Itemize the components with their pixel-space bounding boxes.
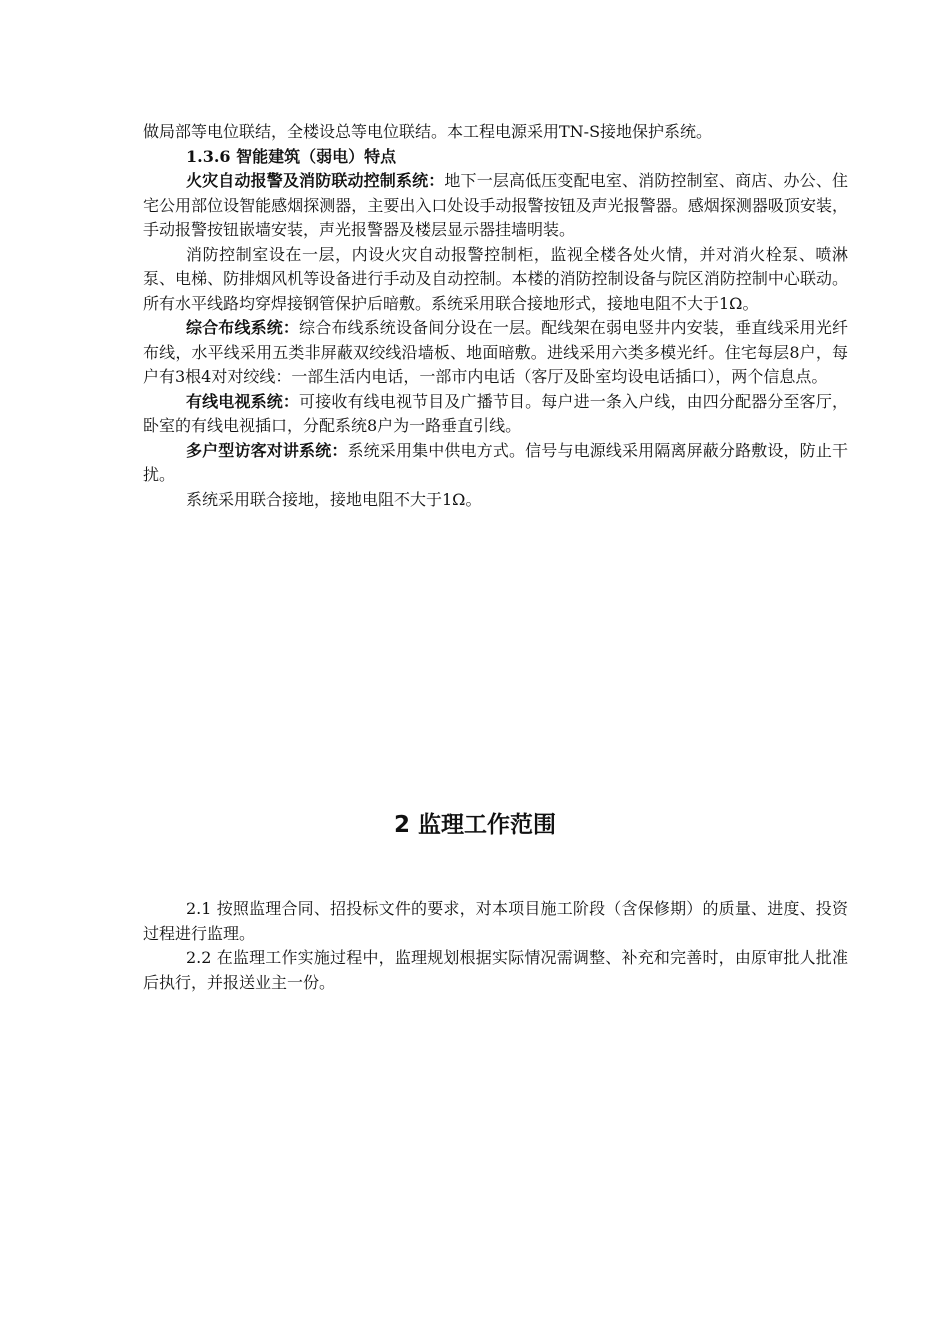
intercom-text: 系统采用集中供电方式。信号与电源线采用隔离屏蔽分路敷设，防止干扰。 — [143, 440, 848, 484]
catv-label: 有线电视系统： — [186, 391, 300, 411]
paragraph-control-room: 消防控制室设在一层，内设火灾自动报警控制柜，监视全楼各处火情，并对消火栓泵、喷淋泵、电梯、防排烟风机等设备进行手动及自动控制。本楼的消防控制设备与院区消防控制中心联动。所有水平线路均穿焊接钢管保护后暗敷。系统采用联合接地形式，接地电阻不大于1Ω。 — [143, 244, 848, 313]
paragraph-catv — [143, 390, 848, 439]
fire-alarm-label: 火灾自动报警及消防联动控制系统： — [186, 171, 445, 190]
chapter-title: 2 监理工作范围 — [393, 812, 556, 838]
paragraph-cabling — [143, 316, 848, 390]
intercom-label: 多户型访客对讲系统： — [186, 440, 348, 460]
section-2-text — [143, 897, 848, 995]
item-2-1: 2.1 按照监理合同、招投标文件的要求，对本项目施工阶段（含保修期）的质量、进度、投资过程进行监理。 — [143, 899, 848, 943]
cabling-text: 综合布线系统设备间分设在一层。配线架在弱电竖井内安装，垂直线采用光纤布线，水平线采用五类非屏蔽双绞线沿墙板、地面暗敷。进线采用六类多模光纤。住宅每层8户，每户有3根4对对绞线：一部生活内电话，一部市内电话（客厅及卧室均设电话插口），两个信息点。 — [143, 318, 848, 386]
paragraph-fire-alarm — [143, 169, 848, 243]
cabling-label: 综合布线系统： — [186, 318, 300, 337]
fire-alarm-text: 地下一层高低压变配电室、消防控制室、商店、办公、住宅公用部位设智能感烟探测器，主要出入口处设手动报警按钮及声光报警器。感烟探测器吸顶安装，手动报警按钮嵌墙安装，声光报警器及楼层显示器挂墙明装。 — [143, 171, 848, 239]
paragraph-intercom — [143, 439, 848, 488]
catv-text: 可接收有线电视节目及广播节目。每户进一条入户线，由四分配器分至客厅，卧室的有线电视插口，分配系统8户为一路垂直引线。 — [143, 391, 848, 435]
heading-1-3-6: 1.3.6 智能建筑（弱电）特点 — [186, 146, 397, 166]
paragraph-grounding: 系统采用联合接地，接地电阻不大于1Ω。 — [186, 489, 482, 509]
section-1-text — [143, 120, 848, 512]
item-2-2: 2.2 在监理工作实施过程中，监理规划根据实际情况需调整、补充和完善时，由原审批人批准后执行，并报送业主一份。 — [143, 948, 848, 992]
paragraph-equipotential: 做局部等电位联结，全楼设总等电位联结。本工程电源采用TN-S接地保护系统。 — [143, 122, 713, 141]
